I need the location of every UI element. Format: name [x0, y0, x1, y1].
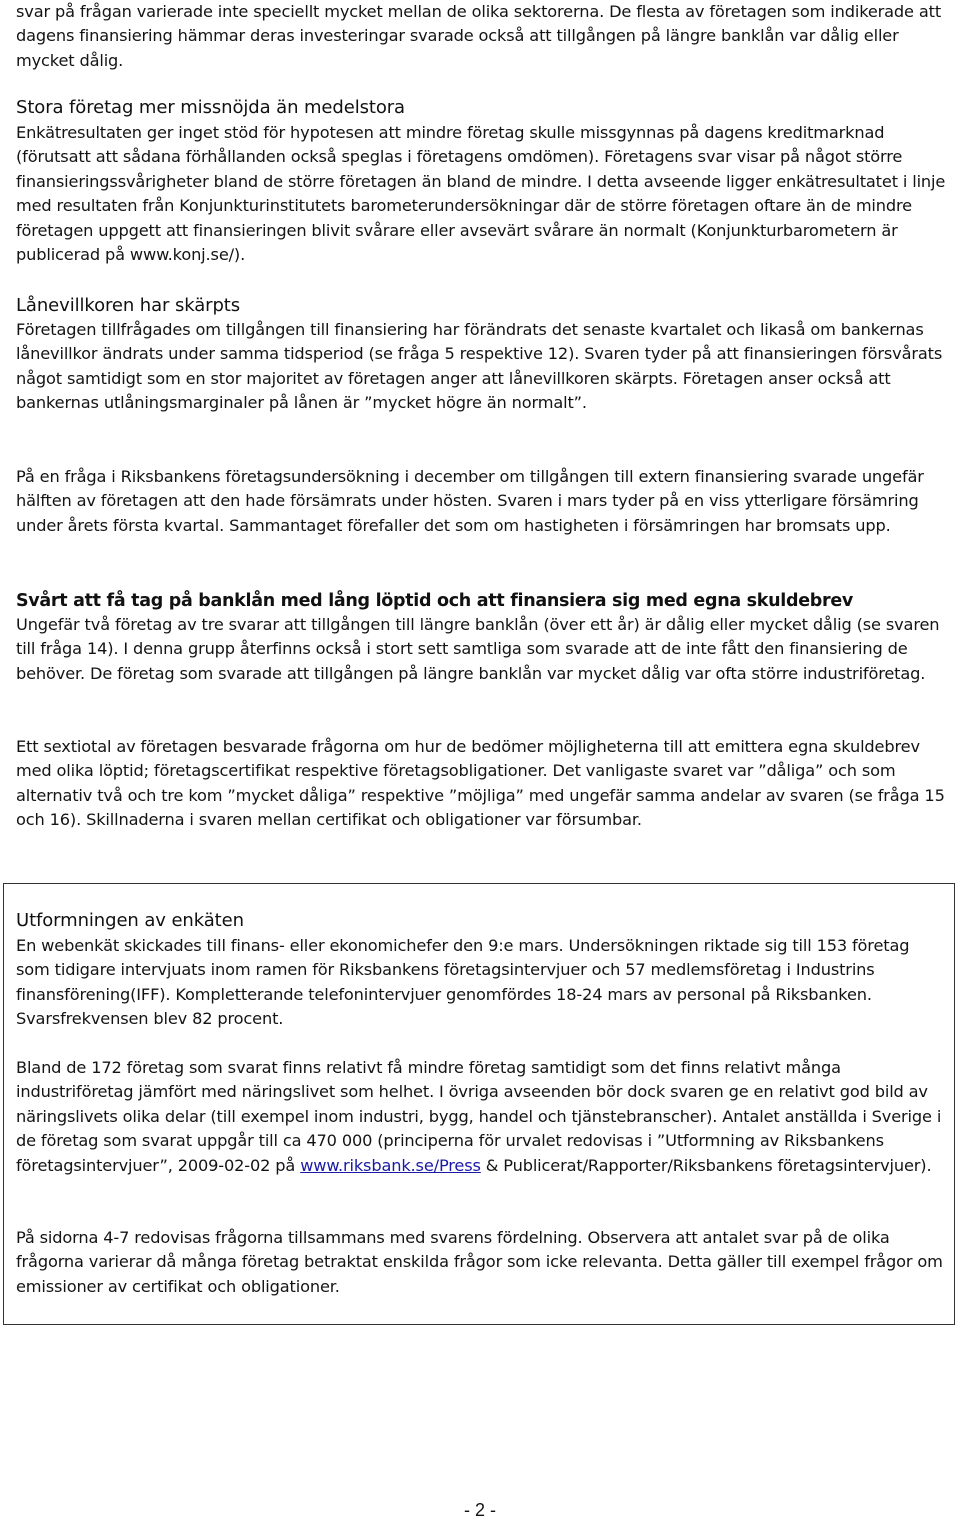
box-paragraph-1: En webenkät skickades till finans- eller ekonomichefer den 9:e mars. Undersökningen riktade sig till 153 företag som tidigare intervjuats inom ramen för Riksbankens företagsintervjuer och 57 medlemsföretag i Industrins finansförening(IFF). Kompletterande telefonintervjuer genomfördes 18-24 mars av personal på Riksbanken. Svarsfrekvensen blev 82 procent. — [16, 936, 910, 1029]
section-body-loan-terms-2: På en fråga i Riksbankens företagsundersökning i december om tillgången till extern finansiering svarade ungefär hälften av företagen att den hade försämrats under hösten. Svaren i mars tyder på en viss ytterligare försämring under årets första kvartal. Sammantaget förefaller det som om hastigheten i försämringen har bromsats upp. — [16, 467, 924, 535]
section-heading-loan-terms: Lånevillkoren har skärpts — [16, 295, 241, 316]
section-body-large-companies: Enkätresultaten ger inget stöd för hypotesen att mindre företag skulle missgynnas på dagens kreditmarknad (förutsatt att sådana förhållanden också speglas i företagens omdömen). Företagens svar visar på något större finansieringssvårigheter bland de större företagen än bland de mindre. I detta avseende ligger enkätresultatet i linje med resultaten från Konjunkturinstitutets barometerundersökningar där de större företagen oftare än de mindre företagen uppgett att finansieringen blivit svårare eller avsevärt svårare än normalt (Konjunkturbarometern är publicerad på www.konj.se/). — [16, 123, 946, 265]
box-heading-survey-design: Utformningen av enkäten — [16, 910, 244, 931]
section-body-long-loans-2: Ett sextiotal av företagen besvarade frågorna om hur de bedömer möjligheterna till att emittera egna skuldebrev med olika löptid; företagscertifikat respektive företagsobligationer. Det vanligaste svaret var ”dåliga” och som alternativ två och tre kom ”mycket dåliga” respektive ”möjliga” med ungefär samma andelar av svaren (se fråga 15 och 16). Skillnaderna i svaren mellan certifikat och obligationer var försumbar. — [16, 737, 945, 830]
section-heading-long-loans: Svårt att få tag på banklån med lång löptid och att finansiera sig med egna skuldebrev — [16, 591, 853, 611]
box-paragraph-2-text: Bland de 172 företag som svarat finns relativt få mindre företag samtidigt som det finns relativt många industriföretag jämfört med näringslivet som helhet. I övriga avseenden bör dock svaren ge en relativt god bild av näringslivets olika delar (till exempel inom industri, bygg, handel och tjänstebranscher). Antalet anställda i Sverige i de företag som svarat uppgår till ca 470 000 (principerna för urvalet redovisas i ”Utformning av Riksbankens företagsintervjuer”, 2009-02-02 på — [16, 1058, 942, 1175]
section-heading-large-companies: Stora företag mer missnöjda än medelstora — [16, 97, 405, 118]
section-body-long-loans-1: Ungefär två företag av tre svarar att tillgången till längre banklån (över ett år) är dålig eller mycket dålig (se svaren till fråga 14). I denna grupp återfinns också i stort sett samtliga som svarade att de inte fått den finansiering de behöver. De företag som svarade att tillgången på längre banklån var mycket dålig var ofta större industriföretag. — [16, 615, 940, 683]
box-paragraph-3: På sidorna 4-7 redovisas frågorna tillsammans med svarens fördelning. Observera att antalet svar på de olika frågorna varierar då många företag betraktat enskilda frågor som icke relevanta. Detta gäller till exempel frågor om emissioner av certifikat och obligationer. — [16, 1228, 943, 1296]
page-number: - 2 - — [463, 1500, 496, 1520]
box-paragraph-2 — [16, 1056, 946, 1178]
section-body-loan-terms-1: Företagen tillfrågades om tillgången till finansiering har förändrats det senaste kvartalet och likaså om bankernas lånevillkor ändrats under samma tidsperiod (se fråga 5 respektive 12). Svaren tyder på att finansieringen försvårats något samtidigt som en stor majoritet av företagen anger att lånevillkoren skärpts. Företagen anser också att bankernas utlåningsmarginaler på lånen är ”mycket högre än normalt”. — [16, 320, 943, 413]
intro-paragraph: svar på frågan varierade inte speciellt mycket mellan de olika sektorerna. De flesta av företagen som indikerade att dagens finansiering hämmar deras investeringar svarade också att tillgången på längre banklån var dålig eller mycket dålig. — [16, 2, 942, 70]
box-paragraph-2-tail: & Publicerat/Rapporter/Riksbankens företagsintervjuer). — [480, 1155, 932, 1175]
riksbank-press-link[interactable]: www.riksbank.se/Press — [300, 1155, 481, 1175]
